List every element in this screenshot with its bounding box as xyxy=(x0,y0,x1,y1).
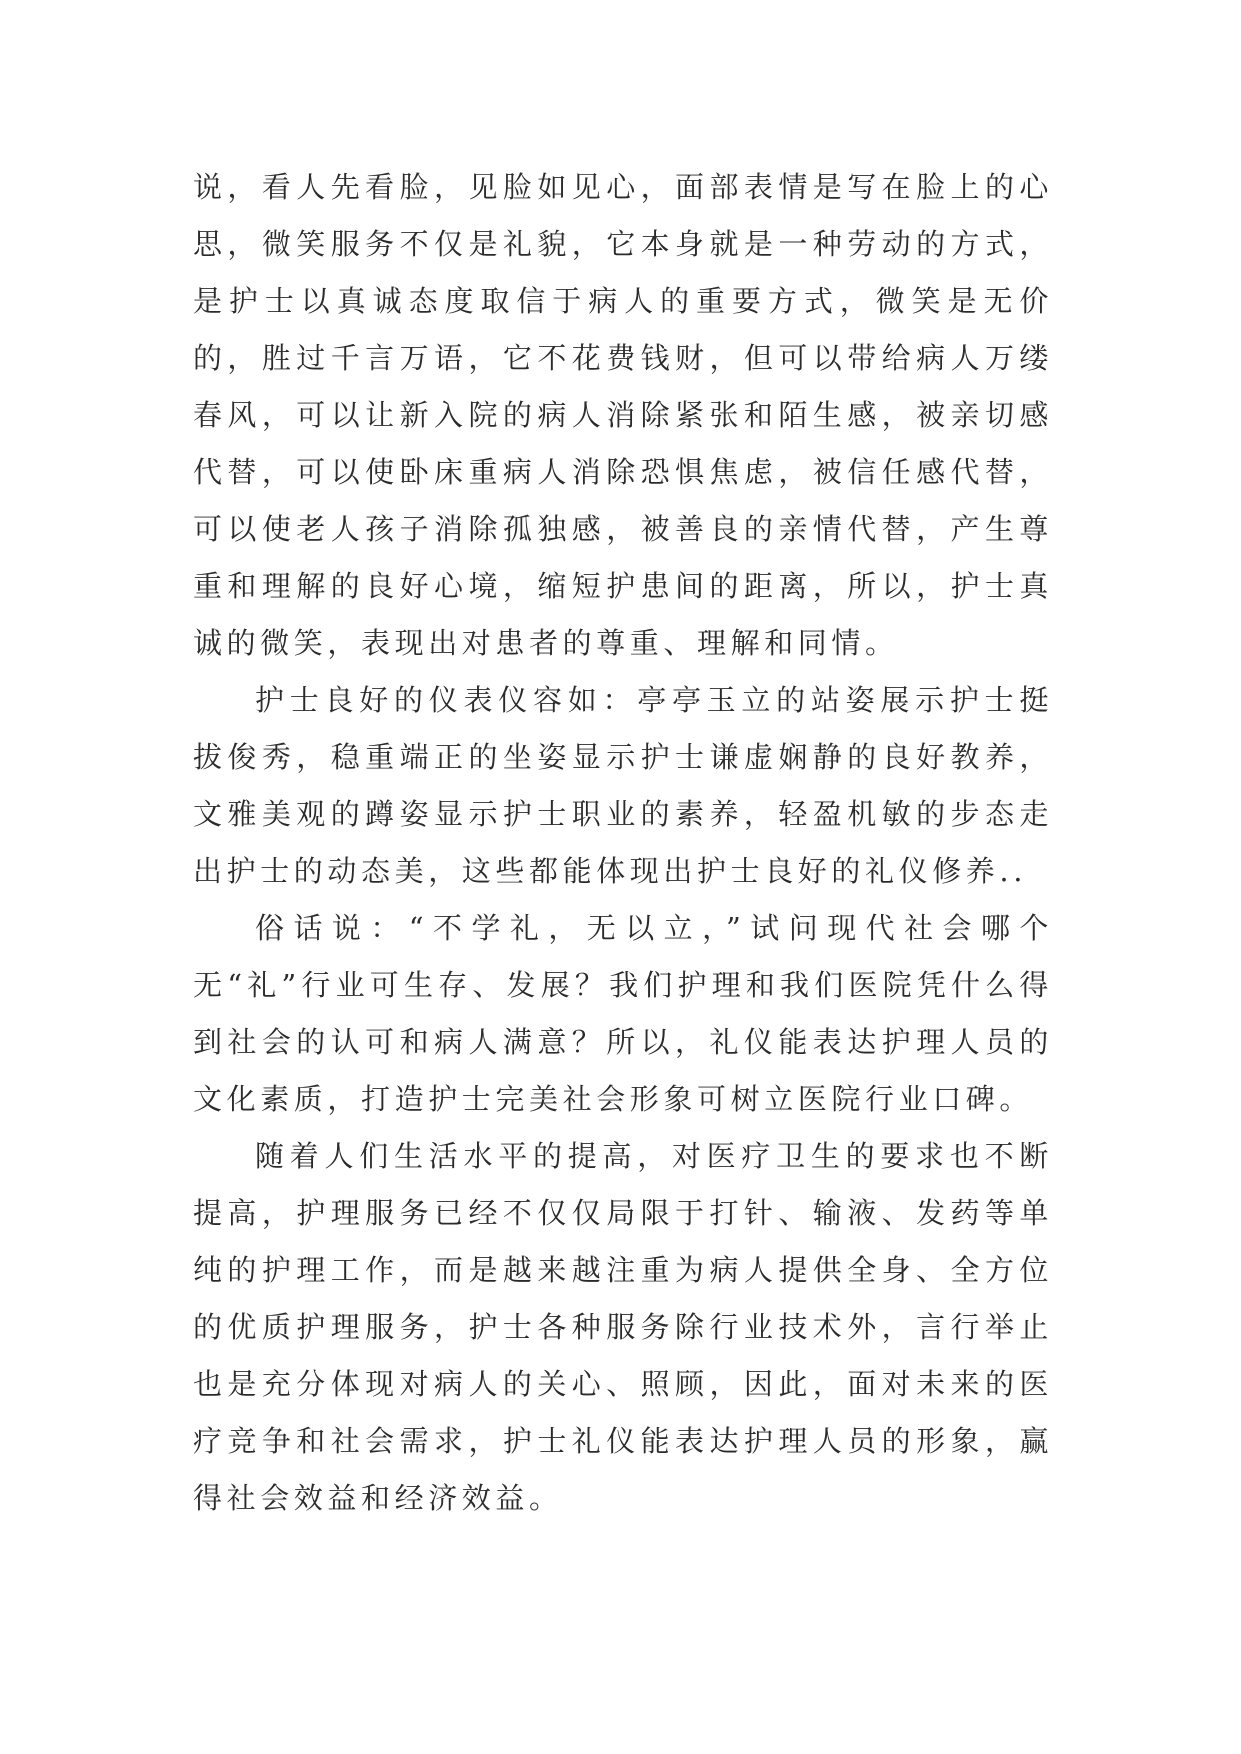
paragraph-smile-service: 说，看人先看脸，见脸如见心，面部表情是写在脸上的心思，微笑服务不仅是礼貌，它本身就是一种劳动的方式，是护士以真诚态度取信于病人的重要方式，微笑是无价的，胜过千言万语，它不花费钱财，但可以带给病人万缕春风，可以让新入院的病人消除紧张和陌生感，被亲切感代替，可以使卧床重病人消除恐惧焦虑，被信任感代替，可以使老人孩子消除孤独感，被善良的亲情代替，产生尊重和理解的良好心境，缩短护患间的距离，所以，护士真诚的微笑，表现出对患者的尊重、理解和同情。 xyxy=(193,170,1053,660)
paragraph-living-standard: 随着人们生活水平的提高，对医疗卫生的要求也不断提高，护理服务已经不仅仅局限于打针、输液、发药等单纯的护理工作，而是越来越注重为病人提供全身、全方位的优质护理服务，护士各种服务除行业技术外，言行举止也是充分体现对病人的关心、照顾，因此，面对未来的医疗竞争和社会需求，护士礼仪能表达护理人员的形象，赢得社会效益和经济效益。 xyxy=(193,1139,1053,1515)
paragraph-appearance: 护士良好的仪表仪容如：亭亭玉立的站姿展示护士挺拔俊秀，稳重端正的坐姿显示护士谦虚娴静的良好教养，文雅美观的蹲姿显示护士职业的素养，轻盈机敏的步态走出护士的动态美，这些都能体现出护士良好的礼仪修养.. xyxy=(193,683,1053,888)
paragraph-proverb: 俗话说：“不学礼，无以立，”试问现代社会哪个无“礼”行业可生存、发展？我们护理和我们医院凭什么得到社会的认可和病人满意？所以，礼仪能表达护理人员的文化素质，打造护士完美社会形象可树立医院行业口碑。 xyxy=(193,911,1053,1116)
document-body xyxy=(193,159,1053,1527)
